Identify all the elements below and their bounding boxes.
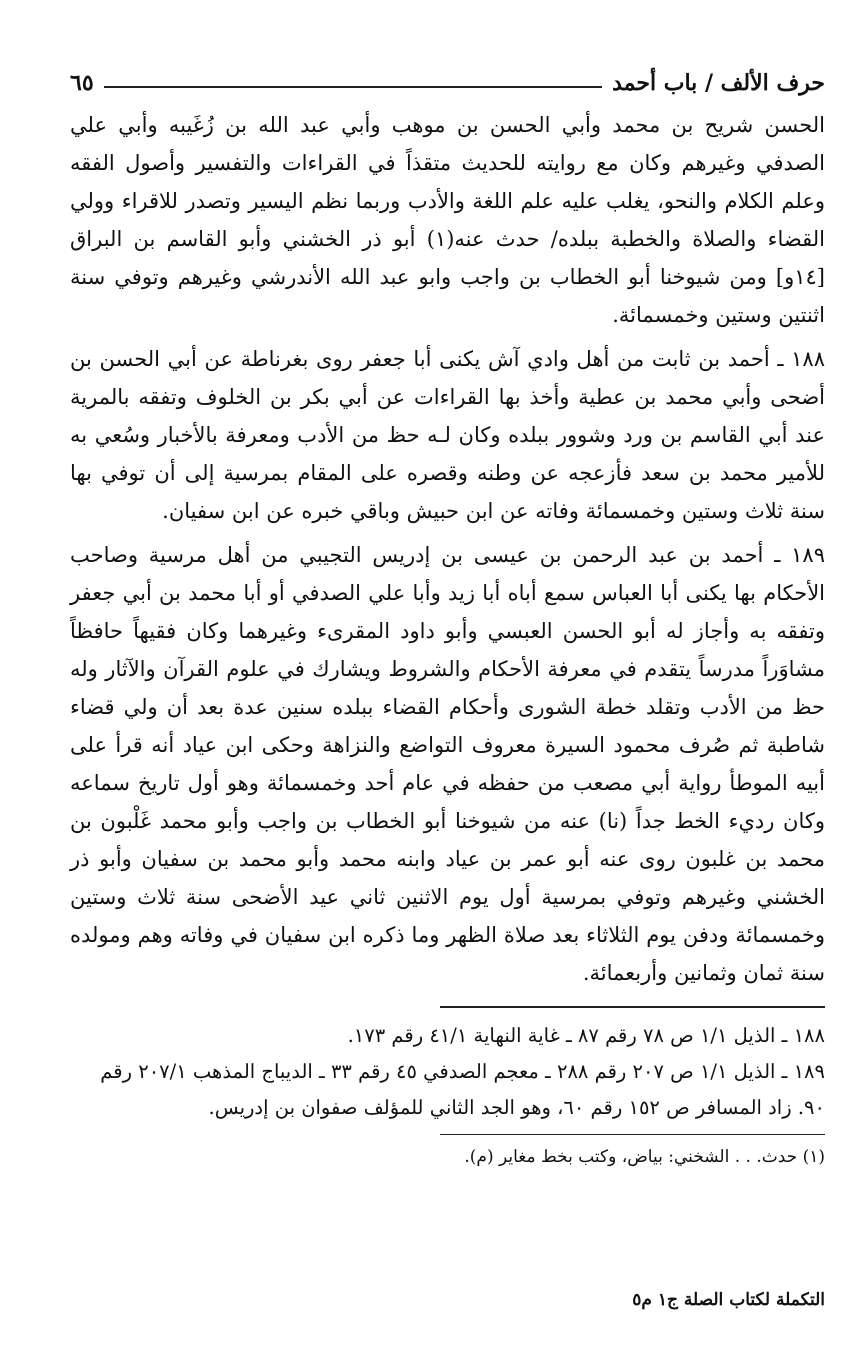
main-text <box>70 106 825 992</box>
references <box>70 1018 825 1126</box>
page-header <box>70 60 825 96</box>
footnote-divider <box>440 1134 825 1135</box>
header-rule <box>104 86 602 88</box>
page-number: ٦٥ <box>70 70 94 96</box>
paragraph: ١٨٨ ـ أحمد بن ثابت من أهل وادي آش يكنى أبا جعفر روى بغرناطة عن أبي الحسن بن أضحى وأبي محمد بن عطية وأخذ بها القراءات عن أبي بكر بن الخلوف وتفقه بالمرية عند أبي القاسم بن ورد وشوور ببلده وكان لـه حظ من الأدب ومعرفة بالأخبار وسُعي به للأمير محمد بن سعد فأزعجه عن وطنه وقصره على المقام بمرسية إلى أن توفي بها سنة ثلاث وستين وخمسمائة وفاته عن ابن حبيش وباقي خبره عن ابن سفيان. <box>70 347 825 523</box>
paragraph: ١٨٩ ـ أحمد بن عبد الرحمن بن عيسى بن إدريس التجيبي من أهل مرسية وصاحب الأحكام بها يكنى أبا العباس سمع أباه أبا زيد وأبا علي الصدفي أو أبا محمد بن أبي جعفر وتفقه به وأجاز له أبو الحسن العبسي وأبو داود المقرىء وغيرهما وكان فقيهاً حافظاً مشاوَراً مدرساً يتقدم في معرفة الأحكام والشروط ويشارك في علوم القرآن والآثار وله حظ من الأدب وتقلد خطة الشورى وأحكام القضاء ببلده سنين عدة بعد أن ولي قضاء شاطبة ثم صُرف محمود السيرة معروف التواضع والنزاهة وحكى ابن عياد أنه قرأ على أبيه الموطأ رواية أبي مصعب من حفظه في عام أحد وخمسمائة وهو أول تاريخ سماعه وكان رديء الخط جداً (نا) عنه من شيوخنا أبو الخطاب بن واجب وأبو محمد غَلْبون بن محمد بن غلبون روى عنه أبو عمر بن عياد وابنه محمد وأبو محمد بن سفيان وأبو ذر الخشني وغيرهم وتوفي بمرسية أول يوم الاثنين ثاني عيد الأضحى سنة ثلاث وستين وخمسمائة ودفن يوم الثلاثاء بعد صلاة الظهر وما ذكره ابن سفيان في وفاته وهم ومولده سنة ثمان وثمانين وأربعمائة. <box>70 543 825 985</box>
paragraph: الحسن شريح بن محمد وأبي الحسن بن موهب وأبي عبد الله بن زُغَيبه وأبي علي الصدفي وغيرهم وكان مع روايته للحديث متقذاً في القراءات والتفسير وأصول الفقه وعلم الكلام والنحو، يغلب عليه علم اللغة والأدب وربما نظم اليسير وتصدر للاقراء وولي القضاء والصلاة والخطبة ببلده/ حدث عنه(١) أبو ذر الخشني وأبو القاسم بن البراق [١٤و] ومن شيوخنا أبو الخطاب بن واجب وابو عبد الله الأندرشي وغيرهم وتوفي سنة اثنتين وستين وخمسمائة. <box>70 113 825 327</box>
reference-entry: ١٨٨ ـ الذيل ١/١ ص ٧٨ رقم ٨٧ ـ غاية النهاية ٤١/١ رقم ١٧٣. <box>347 1024 825 1047</box>
references-divider <box>440 1006 825 1008</box>
page-footer: التكملة لكتاب الصلة ج١ م٥ <box>632 1290 825 1310</box>
footnote: (١) حدث. . . الشخني: بياض، وكتب بخط مغاير (م). <box>464 1147 825 1167</box>
reference-entry: ١٨٩ ـ الذيل ١/١ ص ٢٠٧ رقم ٢٨٨ ـ معجم الصدفي ٤٥ رقم ٣٣ ـ الديباج المذهب ٢٠٧/١ رقم ٩٠. زاد المسافر ص ١٥٢ رقم ٦٠، وهو الجد الثاني للمؤلف صفوان بن إدريس. <box>100 1060 825 1119</box>
running-title: حرف الألف / باب أحمد <box>612 70 825 96</box>
